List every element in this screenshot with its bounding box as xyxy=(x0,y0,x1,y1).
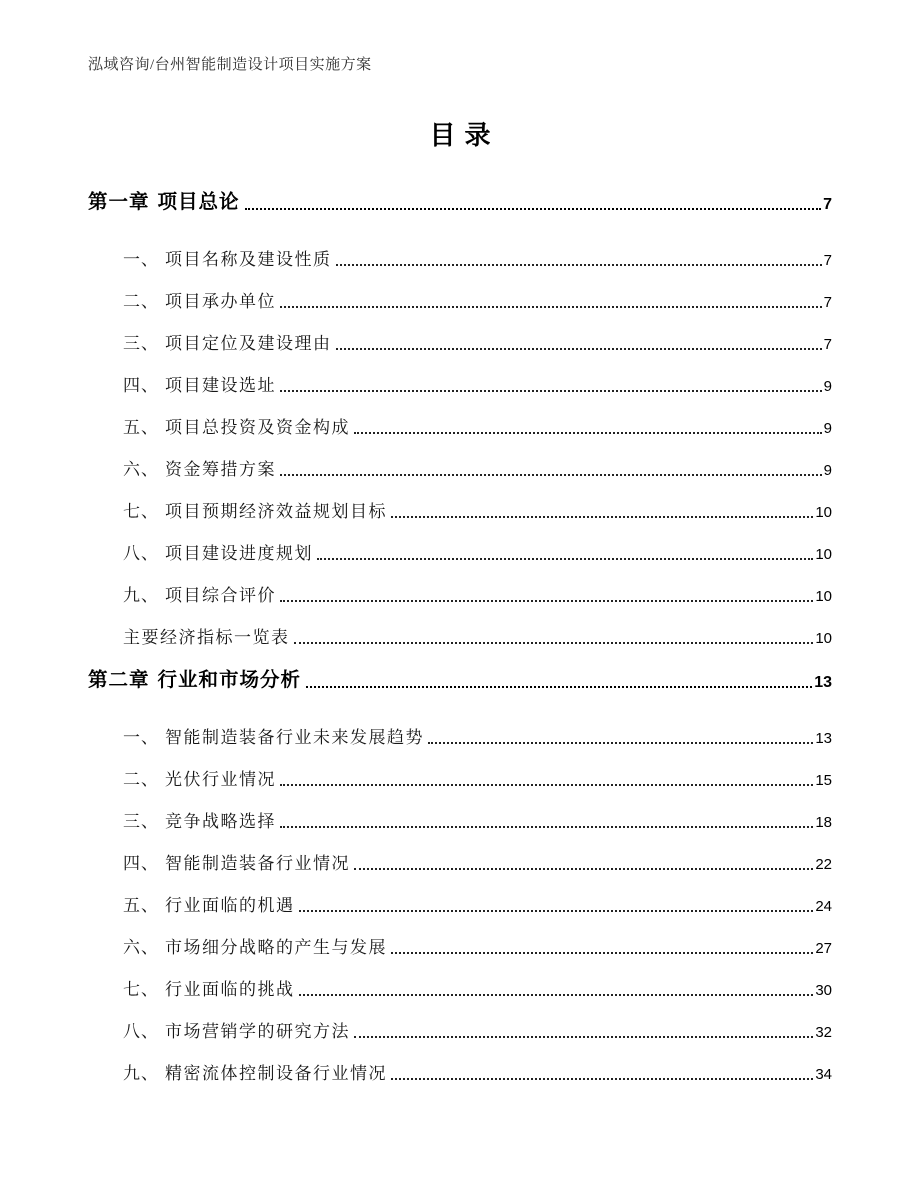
item-number: 四、 xyxy=(123,376,159,395)
item-page-number: 15 xyxy=(815,772,832,789)
toc-item-row xyxy=(88,246,832,270)
table-of-contents xyxy=(88,188,832,1084)
item-page-number: 7 xyxy=(823,336,832,353)
item-page-number: 27 xyxy=(815,940,832,957)
toc-item-row xyxy=(88,1060,832,1084)
item-page-number: 24 xyxy=(815,898,832,915)
chapter-number: 第一章 xyxy=(88,192,150,213)
leader-dots xyxy=(294,642,814,644)
toc-chapter-row xyxy=(88,666,832,692)
leader-dots xyxy=(336,348,822,350)
item-number: 七、 xyxy=(123,502,159,521)
item-label: 市场细分战略的产生与发展 xyxy=(165,938,387,957)
item-number: 三、 xyxy=(123,812,159,831)
item-number: 五、 xyxy=(123,896,159,915)
item-page-number: 34 xyxy=(815,1066,832,1083)
item-page-number: 9 xyxy=(823,462,832,479)
item-page-number: 30 xyxy=(815,982,832,999)
leader-dots xyxy=(354,432,822,434)
leader-dots xyxy=(245,208,822,210)
item-label: 项目定位及建设理由 xyxy=(165,334,332,353)
chapter-page-number: 13 xyxy=(814,673,832,691)
leader-dots xyxy=(299,910,814,912)
item-number: 一、 xyxy=(123,728,159,747)
item-number: 二、 xyxy=(123,292,159,311)
item-number: 一、 xyxy=(123,250,159,269)
toc-item-row xyxy=(88,540,832,564)
item-number: 三、 xyxy=(123,334,159,353)
toc-item-row xyxy=(88,414,832,438)
toc-item-row xyxy=(88,330,832,354)
leader-dots xyxy=(354,868,813,870)
toc-item-row xyxy=(88,892,832,916)
toc-item-row xyxy=(88,976,832,1000)
item-label: 项目预期经济效益规划目标 xyxy=(165,502,387,521)
toc-item-row xyxy=(88,372,832,396)
item-page-number: 10 xyxy=(815,504,832,521)
doc-header: 泓域咨询/台州智能制造设计项目实施方案 xyxy=(88,57,372,73)
item-page-number: 9 xyxy=(823,378,832,395)
leader-dots xyxy=(391,1078,813,1080)
toc-item-row xyxy=(88,456,832,480)
item-label: 项目综合评价 xyxy=(165,586,276,605)
item-label: 资金筹措方案 xyxy=(165,460,276,479)
toc-item-row xyxy=(88,498,832,522)
toc-item-row xyxy=(88,624,832,648)
item-label: 项目名称及建设性质 xyxy=(165,250,332,269)
toc-item-row xyxy=(88,288,832,312)
item-number: 八、 xyxy=(123,544,159,563)
leader-dots xyxy=(428,742,813,744)
toc-item-row xyxy=(88,724,832,748)
leader-dots xyxy=(299,994,814,996)
leader-dots xyxy=(354,1036,813,1038)
item-page-number: 32 xyxy=(815,1024,832,1041)
leader-dots xyxy=(280,390,822,392)
item-label: 项目建设进度规划 xyxy=(165,544,313,563)
toc-item-row xyxy=(88,1018,832,1042)
item-page-number: 7 xyxy=(823,294,832,311)
item-label: 市场营销学的研究方法 xyxy=(165,1022,350,1041)
leader-dots xyxy=(317,558,813,560)
toc-item-row xyxy=(88,850,832,874)
item-label: 主要经济指标一览表 xyxy=(123,628,290,647)
leader-dots xyxy=(280,306,822,308)
item-number: 七、 xyxy=(123,980,159,999)
item-number: 六、 xyxy=(123,938,159,957)
item-label: 行业面临的机遇 xyxy=(165,896,295,915)
chapter-title: 项目总论 xyxy=(157,192,240,213)
item-page-number: 7 xyxy=(823,252,832,269)
leader-dots xyxy=(280,474,822,476)
leader-dots xyxy=(391,516,813,518)
item-page-number: 22 xyxy=(815,856,832,873)
toc-item-row xyxy=(88,808,832,832)
toc-item-row xyxy=(88,934,832,958)
leader-dots xyxy=(306,686,812,688)
item-label: 精密流体控制设备行业情况 xyxy=(165,1064,387,1083)
item-page-number: 10 xyxy=(815,546,832,563)
leader-dots xyxy=(391,952,813,954)
item-label: 竞争战略选择 xyxy=(165,812,276,831)
item-number: 九、 xyxy=(123,1064,159,1083)
item-number: 二、 xyxy=(123,770,159,789)
leader-dots xyxy=(336,264,822,266)
chapter-title: 行业和市场分析 xyxy=(157,670,302,691)
item-page-number: 10 xyxy=(815,630,832,647)
item-page-number: 10 xyxy=(815,588,832,605)
item-label: 智能制造装备行业情况 xyxy=(165,854,350,873)
item-label: 项目建设选址 xyxy=(165,376,276,395)
chapter-page-number: 7 xyxy=(823,195,832,213)
item-page-number: 13 xyxy=(815,730,832,747)
item-label: 光伏行业情况 xyxy=(165,770,276,789)
item-label: 项目承办单位 xyxy=(165,292,276,311)
leader-dots xyxy=(280,600,813,602)
leader-dots xyxy=(280,784,813,786)
item-number: 五、 xyxy=(123,418,159,437)
toc-item-row xyxy=(88,582,832,606)
item-number: 六、 xyxy=(123,460,159,479)
chapter-number: 第二章 xyxy=(88,670,150,691)
item-label: 项目总投资及资金构成 xyxy=(165,418,350,437)
toc-chapter-row xyxy=(88,188,832,214)
toc-title: 目录 xyxy=(429,121,500,150)
item-page-number: 9 xyxy=(823,420,832,437)
item-page-number: 18 xyxy=(815,814,832,831)
leader-dots xyxy=(280,826,813,828)
toc-item-row xyxy=(88,766,832,790)
item-label: 智能制造装备行业未来发展趋势 xyxy=(165,728,424,747)
item-number: 四、 xyxy=(123,854,159,873)
item-number: 八、 xyxy=(123,1022,159,1041)
item-number: 九、 xyxy=(123,586,159,605)
item-label: 行业面临的挑战 xyxy=(165,980,295,999)
